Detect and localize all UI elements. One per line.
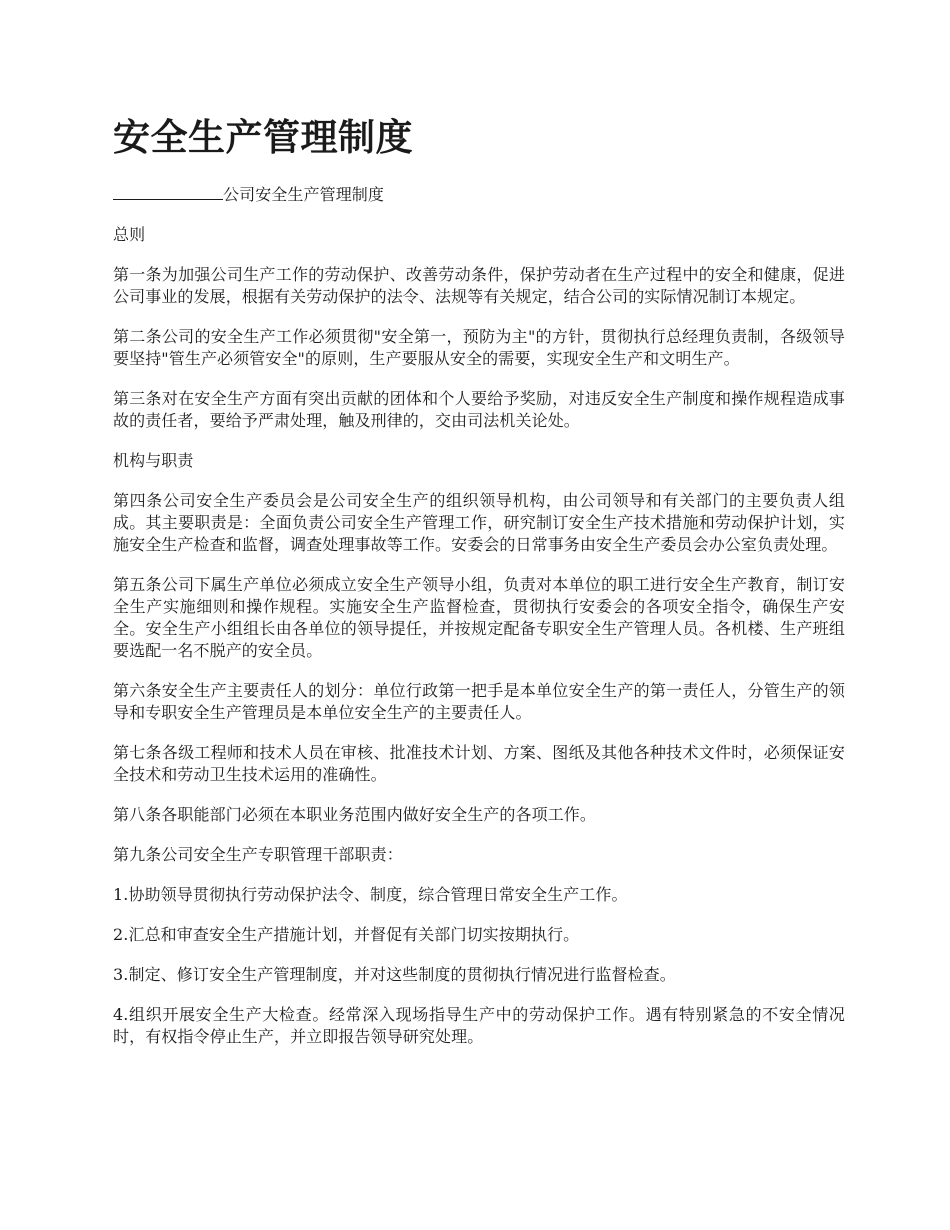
- article-5: 第五条公司下属生产单位必须成立安全生产领导小组，负责对本单位的职工进行安全生产教育，制订安全生产实施细则和操作规程。实施安全生产监督检查，贯彻执行安委会的各项安全指令，确保生产安全。安全生产小组组长由各单位的领导提任，并按规定配备专职安全生产管理人员。各机楼、生产班组要选配一名不脱产的安全员。: [113, 575, 845, 660]
- article-8: 第八条各职能部门必须在本职业务范围内做好安全生产的各项工作。: [113, 805, 597, 824]
- subtitle-text: 公司安全生产管理制度: [223, 185, 385, 204]
- duty-item-2: 2.汇总和审查安全生产措施计划，并督促有关部门切实按期执行。: [113, 925, 580, 944]
- article-3: 第三条对在安全生产方面有突出贡献的团体和个人要给予奖励，对违反安全生产制度和操作规程造成事故的责任者，要给予严肃处理，触及刑律的，交由司法机关论处。: [113, 389, 845, 430]
- duty-item-3: 3.制定、修订安全生产管理制度，并对这些制度的贯彻执行情况进行监督检查。: [113, 965, 676, 984]
- article-2: 第二条公司的安全生产工作必须贯彻"安全第一，预防为主"的方针，贯彻执行总经理负责制，各级领导要坚持"管生产必须管安全"的原则，生产要服从安全的需要，实现安全生产和文明生产。: [113, 327, 845, 368]
- article-6: 第六条安全生产主要责任人的划分：单位行政第一把手是本单位安全生产的第一责任人，分管生产的领导和专职安全生产管理员是本单位安全生产的主要责任人。: [113, 681, 845, 722]
- document-title: 安全生产管理制度: [113, 115, 413, 159]
- article-4: 第四条公司安全生产委员会是公司安全生产的组织领导机构，由公司领导和有关部门的主要负责人组成。其主要职责是：全面负责公司安全生产管理工作，研究制订安全生产技术措施和劳动保护计划，实施安全生产检查和监督，调查处理事故等工作。安委会的日常事务由安全生产委员会办公室负责处理。: [113, 491, 845, 554]
- section-heading-organization: 机构与职责: [113, 451, 194, 470]
- article-1: 第一条为加强公司生产工作的劳动保护、改善劳动条件，保护劳动者在生产过程中的安全和健康，促进公司事业的发展，根据有关劳动保护的法令、法规等有关规定，结合公司的实际情况制订本规定。: [113, 265, 845, 306]
- section-heading-general: 总则: [113, 225, 146, 244]
- article-9: 第九条公司安全生产专职管理干部职责：: [113, 845, 403, 864]
- fill-in-blank: [113, 185, 223, 200]
- duty-item-4: 4.组织开展安全生产大检查。经常深入现场指导生产中的劳动保护工作。遇有特别紧急的不安全情况时，有权指令停止生产，并立即报告领导研究处理。: [113, 1005, 845, 1046]
- article-7: 第七条各级工程师和技术人员在审核、批准技术计划、方案、图纸及其他各种技术文件时，必须保证安全技术和劳动卫生技术运用的准确性。: [113, 743, 845, 784]
- document-subtitle: [113, 184, 845, 206]
- document-page: [113, 112, 845, 1066]
- duty-item-1: 1.协助领导贯彻执行劳动保护法令、制度，综合管理日常安全生产工作。: [113, 885, 628, 904]
